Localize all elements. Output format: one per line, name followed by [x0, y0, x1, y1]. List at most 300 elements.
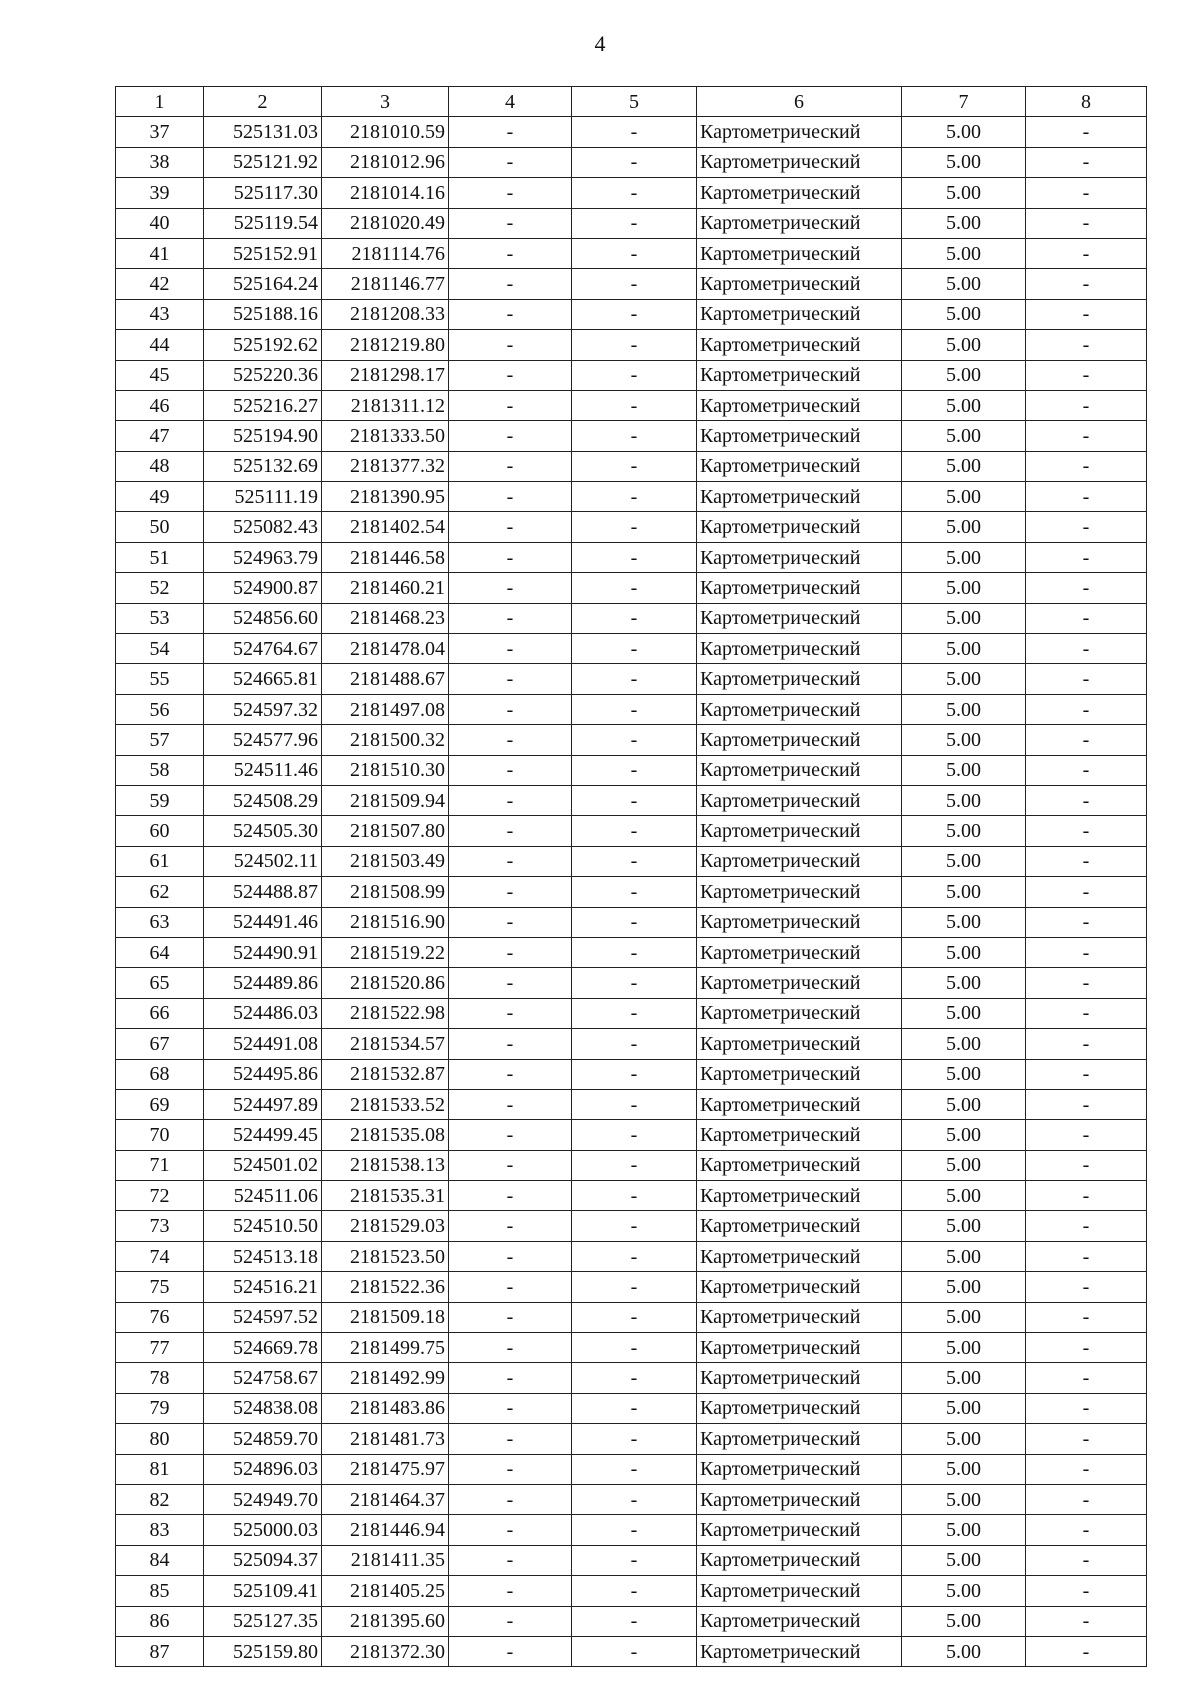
column-8-cell: - [1026, 1059, 1147, 1089]
column-8-cell: - [1026, 1272, 1147, 1302]
column-8-cell: - [1026, 664, 1147, 694]
point-number-cell: 59 [116, 785, 204, 815]
method-cell: Картометрический [697, 1150, 902, 1180]
x-coordinate-cell: 524963.79 [204, 542, 322, 572]
accuracy-cell: 5.00 [902, 238, 1026, 268]
table-row [116, 1150, 1147, 1180]
table-row [116, 1333, 1147, 1363]
column-5-cell: - [572, 1302, 697, 1332]
y-coordinate-cell: 2181020.49 [322, 208, 449, 238]
point-number-cell: 45 [116, 360, 204, 390]
column-5-cell: - [572, 482, 697, 512]
column-4-cell: - [449, 877, 572, 907]
column-5-cell: - [572, 147, 697, 177]
table-row [116, 937, 1147, 967]
column-4-cell: - [449, 1181, 572, 1211]
point-number-cell: 62 [116, 877, 204, 907]
method-cell: Картометрический [697, 1241, 902, 1271]
method-cell: Картометрический [697, 1576, 902, 1606]
column-8-cell: - [1026, 299, 1147, 329]
column-8-cell: - [1026, 998, 1147, 1028]
x-coordinate-cell: 524508.29 [204, 785, 322, 815]
x-coordinate-cell: 525164.24 [204, 269, 322, 299]
y-coordinate-cell: 2181481.73 [322, 1424, 449, 1454]
x-coordinate-cell: 524597.32 [204, 694, 322, 724]
accuracy-cell: 5.00 [902, 998, 1026, 1028]
x-coordinate-cell: 524491.46 [204, 907, 322, 937]
column-5-cell: - [572, 1636, 697, 1666]
column-8-cell: - [1026, 634, 1147, 664]
column-5-cell: - [572, 1424, 697, 1454]
column-5-cell: - [572, 968, 697, 998]
table-row [116, 117, 1147, 147]
accuracy-cell: 5.00 [902, 299, 1026, 329]
table-row [116, 299, 1147, 329]
accuracy-cell: 5.00 [902, 1120, 1026, 1150]
x-coordinate-cell: 525082.43 [204, 512, 322, 542]
x-coordinate-cell: 525000.03 [204, 1515, 322, 1545]
accuracy-cell: 5.00 [902, 664, 1026, 694]
column-4-cell: - [449, 1484, 572, 1514]
method-cell: Картометрический [697, 603, 902, 633]
column-4-cell: - [449, 147, 572, 177]
accuracy-cell: 5.00 [902, 968, 1026, 998]
column-5-cell: - [572, 634, 697, 664]
column-8-cell: - [1026, 360, 1147, 390]
point-number-cell: 65 [116, 968, 204, 998]
column-4-cell: - [449, 299, 572, 329]
accuracy-cell: 5.00 [902, 1484, 1026, 1514]
column-header: 2 [204, 87, 322, 117]
point-number-cell: 68 [116, 1059, 204, 1089]
y-coordinate-cell: 2181114.76 [322, 238, 449, 268]
table-row [116, 694, 1147, 724]
column-4-cell: - [449, 1059, 572, 1089]
table-row [116, 1120, 1147, 1150]
column-8-cell: - [1026, 1606, 1147, 1636]
point-number-cell: 52 [116, 573, 204, 603]
column-5-cell: - [572, 1363, 697, 1393]
column-5-cell: - [572, 1120, 697, 1150]
accuracy-cell: 5.00 [902, 816, 1026, 846]
x-coordinate-cell: 524491.08 [204, 1029, 322, 1059]
column-5-cell: - [572, 269, 697, 299]
table-row [116, 1454, 1147, 1484]
column-4-cell: - [449, 1029, 572, 1059]
column-8-cell: - [1026, 1515, 1147, 1545]
column-4-cell: - [449, 937, 572, 967]
accuracy-cell: 5.00 [902, 1606, 1026, 1636]
method-cell: Картометрический [697, 512, 902, 542]
column-header: 7 [902, 87, 1026, 117]
point-number-cell: 63 [116, 907, 204, 937]
x-coordinate-cell: 525194.90 [204, 421, 322, 451]
column-5-cell: - [572, 937, 697, 967]
column-4-cell: - [449, 1515, 572, 1545]
accuracy-cell: 5.00 [902, 1424, 1026, 1454]
column-5-cell: - [572, 785, 697, 815]
column-8-cell: - [1026, 1424, 1147, 1454]
column-8-cell: - [1026, 1029, 1147, 1059]
column-5-cell: - [572, 1454, 697, 1484]
table-body [116, 117, 1147, 1667]
table-row [116, 998, 1147, 1028]
x-coordinate-cell: 524499.45 [204, 1120, 322, 1150]
table-row [116, 755, 1147, 785]
column-8-cell: - [1026, 877, 1147, 907]
y-coordinate-cell: 2181533.52 [322, 1089, 449, 1119]
column-5-cell: - [572, 1606, 697, 1636]
x-coordinate-cell: 524577.96 [204, 725, 322, 755]
column-5-cell: - [572, 664, 697, 694]
method-cell: Картометрический [697, 937, 902, 967]
y-coordinate-cell: 2181464.37 [322, 1484, 449, 1514]
column-4-cell: - [449, 482, 572, 512]
point-number-cell: 66 [116, 998, 204, 1028]
column-5-cell: - [572, 238, 697, 268]
table-row [116, 1089, 1147, 1119]
method-cell: Картометрический [697, 1636, 902, 1666]
accuracy-cell: 5.00 [902, 1059, 1026, 1089]
y-coordinate-cell: 2181333.50 [322, 421, 449, 451]
y-coordinate-cell: 2181395.60 [322, 1606, 449, 1636]
x-coordinate-cell: 525111.19 [204, 482, 322, 512]
table-row [116, 269, 1147, 299]
y-coordinate-cell: 2181523.50 [322, 1241, 449, 1271]
column-4-cell: - [449, 512, 572, 542]
y-coordinate-cell: 2181146.77 [322, 269, 449, 299]
column-4-cell: - [449, 1302, 572, 1332]
y-coordinate-cell: 2181478.04 [322, 634, 449, 664]
y-coordinate-cell: 2181390.95 [322, 482, 449, 512]
accuracy-cell: 5.00 [902, 1454, 1026, 1484]
column-8-cell: - [1026, 330, 1147, 360]
table-row [116, 1545, 1147, 1575]
column-4-cell: - [449, 360, 572, 390]
method-cell: Картометрический [697, 1393, 902, 1423]
point-number-cell: 79 [116, 1393, 204, 1423]
point-number-cell: 51 [116, 542, 204, 572]
column-8-cell: - [1026, 1636, 1147, 1666]
point-number-cell: 57 [116, 725, 204, 755]
column-4-cell: - [449, 1333, 572, 1363]
accuracy-cell: 5.00 [902, 1029, 1026, 1059]
method-cell: Картометрический [697, 785, 902, 815]
column-8-cell: - [1026, 482, 1147, 512]
y-coordinate-cell: 2181522.36 [322, 1272, 449, 1302]
column-8-cell: - [1026, 1120, 1147, 1150]
accuracy-cell: 5.00 [902, 482, 1026, 512]
accuracy-cell: 5.00 [902, 451, 1026, 481]
x-coordinate-cell: 525152.91 [204, 238, 322, 268]
method-cell: Картометрический [697, 1454, 902, 1484]
y-coordinate-cell: 2181402.54 [322, 512, 449, 542]
point-number-cell: 87 [116, 1636, 204, 1666]
x-coordinate-cell: 524501.02 [204, 1150, 322, 1180]
column-8-cell: - [1026, 907, 1147, 937]
column-4-cell: - [449, 1241, 572, 1271]
column-8-cell: - [1026, 1241, 1147, 1271]
point-number-cell: 55 [116, 664, 204, 694]
point-number-cell: 76 [116, 1302, 204, 1332]
column-8-cell: - [1026, 178, 1147, 208]
y-coordinate-cell: 2181499.75 [322, 1333, 449, 1363]
column-5-cell: - [572, 1181, 697, 1211]
column-4-cell: - [449, 421, 572, 451]
y-coordinate-cell: 2181507.80 [322, 816, 449, 846]
column-8-cell: - [1026, 147, 1147, 177]
table-header [116, 87, 1147, 117]
accuracy-cell: 5.00 [902, 1333, 1026, 1363]
column-8-cell: - [1026, 512, 1147, 542]
accuracy-cell: 5.00 [902, 360, 1026, 390]
column-5-cell: - [572, 1211, 697, 1241]
point-number-cell: 53 [116, 603, 204, 633]
method-cell: Картометрический [697, 117, 902, 147]
point-number-cell: 83 [116, 1515, 204, 1545]
table-row [116, 1576, 1147, 1606]
column-4-cell: - [449, 664, 572, 694]
table-row [116, 512, 1147, 542]
accuracy-cell: 5.00 [902, 512, 1026, 542]
method-cell: Картометрический [697, 1089, 902, 1119]
table-row [116, 542, 1147, 572]
y-coordinate-cell: 2181446.94 [322, 1515, 449, 1545]
table-row [116, 1211, 1147, 1241]
y-coordinate-cell: 2181460.21 [322, 573, 449, 603]
accuracy-cell: 5.00 [902, 1636, 1026, 1666]
column-5-cell: - [572, 877, 697, 907]
column-5-cell: - [572, 1150, 697, 1180]
point-number-cell: 50 [116, 512, 204, 542]
y-coordinate-cell: 2181311.12 [322, 390, 449, 420]
method-cell: Картометрический [697, 451, 902, 481]
table-row [116, 360, 1147, 390]
y-coordinate-cell: 2181534.57 [322, 1029, 449, 1059]
column-8-cell: - [1026, 542, 1147, 572]
y-coordinate-cell: 2181411.35 [322, 1545, 449, 1575]
table-row [116, 1363, 1147, 1393]
point-number-cell: 61 [116, 846, 204, 876]
column-8-cell: - [1026, 1150, 1147, 1180]
y-coordinate-cell: 2181510.30 [322, 755, 449, 785]
column-4-cell: - [449, 178, 572, 208]
point-number-cell: 84 [116, 1545, 204, 1575]
x-coordinate-cell: 525132.69 [204, 451, 322, 481]
method-cell: Картометрический [697, 634, 902, 664]
y-coordinate-cell: 2181509.94 [322, 785, 449, 815]
column-8-cell: - [1026, 937, 1147, 967]
column-8-cell: - [1026, 1181, 1147, 1211]
method-cell: Картометрический [697, 998, 902, 1028]
x-coordinate-cell: 525109.41 [204, 1576, 322, 1606]
x-coordinate-cell: 525131.03 [204, 117, 322, 147]
method-cell: Картометрический [697, 1211, 902, 1241]
point-number-cell: 41 [116, 238, 204, 268]
y-coordinate-cell: 2181519.22 [322, 937, 449, 967]
point-number-cell: 78 [116, 1363, 204, 1393]
method-cell: Картометрический [697, 238, 902, 268]
column-5-cell: - [572, 1545, 697, 1575]
column-8-cell: - [1026, 390, 1147, 420]
y-coordinate-cell: 2181538.13 [322, 1150, 449, 1180]
method-cell: Картометрический [697, 755, 902, 785]
y-coordinate-cell: 2181516.90 [322, 907, 449, 937]
accuracy-cell: 5.00 [902, 877, 1026, 907]
x-coordinate-cell: 525159.80 [204, 1636, 322, 1666]
y-coordinate-cell: 2181014.16 [322, 178, 449, 208]
table-row [116, 451, 1147, 481]
column-5-cell: - [572, 1393, 697, 1423]
table-row [116, 907, 1147, 937]
accuracy-cell: 5.00 [902, 1302, 1026, 1332]
point-number-cell: 46 [116, 390, 204, 420]
table-row [116, 1606, 1147, 1636]
table-row [116, 330, 1147, 360]
column-8-cell: - [1026, 755, 1147, 785]
x-coordinate-cell: 524502.11 [204, 846, 322, 876]
x-coordinate-cell: 524896.03 [204, 1454, 322, 1484]
point-number-cell: 39 [116, 178, 204, 208]
table-row [116, 178, 1147, 208]
column-8-cell: - [1026, 238, 1147, 268]
column-5-cell: - [572, 725, 697, 755]
column-8-cell: - [1026, 1393, 1147, 1423]
x-coordinate-cell: 524490.91 [204, 937, 322, 967]
column-8-cell: - [1026, 846, 1147, 876]
column-8-cell: - [1026, 816, 1147, 846]
accuracy-cell: 5.00 [902, 846, 1026, 876]
column-4-cell: - [449, 725, 572, 755]
y-coordinate-cell: 2181529.03 [322, 1211, 449, 1241]
x-coordinate-cell: 524511.46 [204, 755, 322, 785]
table-row [116, 421, 1147, 451]
column-header: 5 [572, 87, 697, 117]
table-row [116, 846, 1147, 876]
y-coordinate-cell: 2181377.32 [322, 451, 449, 481]
column-4-cell: - [449, 330, 572, 360]
point-number-cell: 44 [116, 330, 204, 360]
x-coordinate-cell: 524665.81 [204, 664, 322, 694]
point-number-cell: 71 [116, 1150, 204, 1180]
method-cell: Картометрический [697, 694, 902, 724]
y-coordinate-cell: 2181405.25 [322, 1576, 449, 1606]
column-5-cell: - [572, 603, 697, 633]
column-5-cell: - [572, 998, 697, 1028]
method-cell: Картометрический [697, 1545, 902, 1575]
x-coordinate-cell: 524497.89 [204, 1089, 322, 1119]
column-4-cell: - [449, 573, 572, 603]
table-row [116, 482, 1147, 512]
table-row [116, 1272, 1147, 1302]
x-coordinate-cell: 525220.36 [204, 360, 322, 390]
accuracy-cell: 5.00 [902, 1272, 1026, 1302]
method-cell: Картометрический [697, 1059, 902, 1089]
column-4-cell: - [449, 603, 572, 633]
x-coordinate-cell: 524900.87 [204, 573, 322, 603]
column-header: 1 [116, 87, 204, 117]
column-header: 6 [697, 87, 902, 117]
point-number-cell: 67 [116, 1029, 204, 1059]
table-row [116, 1515, 1147, 1545]
method-cell: Картометрический [697, 1120, 902, 1150]
y-coordinate-cell: 2181532.87 [322, 1059, 449, 1089]
column-4-cell: - [449, 1424, 572, 1454]
column-4-cell: - [449, 1272, 572, 1302]
x-coordinate-cell: 524949.70 [204, 1484, 322, 1514]
method-cell: Картометрический [697, 208, 902, 238]
column-4-cell: - [449, 694, 572, 724]
column-4-cell: - [449, 1150, 572, 1180]
method-cell: Картометрический [697, 1484, 902, 1514]
accuracy-cell: 5.00 [902, 634, 1026, 664]
accuracy-cell: 5.00 [902, 755, 1026, 785]
accuracy-cell: 5.00 [902, 694, 1026, 724]
y-coordinate-cell: 2181010.59 [322, 117, 449, 147]
method-cell: Картометрический [697, 573, 902, 603]
column-8-cell: - [1026, 785, 1147, 815]
y-coordinate-cell: 2181208.33 [322, 299, 449, 329]
x-coordinate-cell: 524516.21 [204, 1272, 322, 1302]
x-coordinate-cell: 524513.18 [204, 1241, 322, 1271]
column-4-cell: - [449, 1393, 572, 1423]
column-4-cell: - [449, 269, 572, 299]
point-number-cell: 73 [116, 1211, 204, 1241]
point-number-cell: 54 [116, 634, 204, 664]
point-number-cell: 77 [116, 1333, 204, 1363]
table-row [116, 725, 1147, 755]
x-coordinate-cell: 524669.78 [204, 1333, 322, 1363]
point-number-cell: 64 [116, 937, 204, 967]
y-coordinate-cell: 2181503.49 [322, 846, 449, 876]
column-5-cell: - [572, 694, 697, 724]
column-5-cell: - [572, 208, 697, 238]
column-8-cell: - [1026, 1302, 1147, 1332]
y-coordinate-cell: 2181509.18 [322, 1302, 449, 1332]
x-coordinate-cell: 524510.50 [204, 1211, 322, 1241]
column-8-cell: - [1026, 1363, 1147, 1393]
table-row [116, 208, 1147, 238]
y-coordinate-cell: 2181500.32 [322, 725, 449, 755]
x-coordinate-cell: 525094.37 [204, 1545, 322, 1575]
column-4-cell: - [449, 998, 572, 1028]
x-coordinate-cell: 524489.86 [204, 968, 322, 998]
accuracy-cell: 5.00 [902, 1211, 1026, 1241]
y-coordinate-cell: 2181522.98 [322, 998, 449, 1028]
accuracy-cell: 5.00 [902, 573, 1026, 603]
column-5-cell: - [572, 1515, 697, 1545]
x-coordinate-cell: 524486.03 [204, 998, 322, 1028]
accuracy-cell: 5.00 [902, 421, 1026, 451]
point-number-cell: 38 [116, 147, 204, 177]
x-coordinate-cell: 524495.86 [204, 1059, 322, 1089]
column-5-cell: - [572, 1333, 697, 1363]
column-4-cell: - [449, 816, 572, 846]
table-row [116, 1424, 1147, 1454]
table-row [116, 1029, 1147, 1059]
column-5-cell: - [572, 542, 697, 572]
accuracy-cell: 5.00 [902, 390, 1026, 420]
column-5-cell: - [572, 117, 697, 147]
table-row [116, 238, 1147, 268]
column-4-cell: - [449, 1606, 572, 1636]
table-row [116, 147, 1147, 177]
column-4-cell: - [449, 1211, 572, 1241]
method-cell: Картометрический [697, 816, 902, 846]
y-coordinate-cell: 2181508.99 [322, 877, 449, 907]
accuracy-cell: 5.00 [902, 208, 1026, 238]
x-coordinate-cell: 525121.92 [204, 147, 322, 177]
